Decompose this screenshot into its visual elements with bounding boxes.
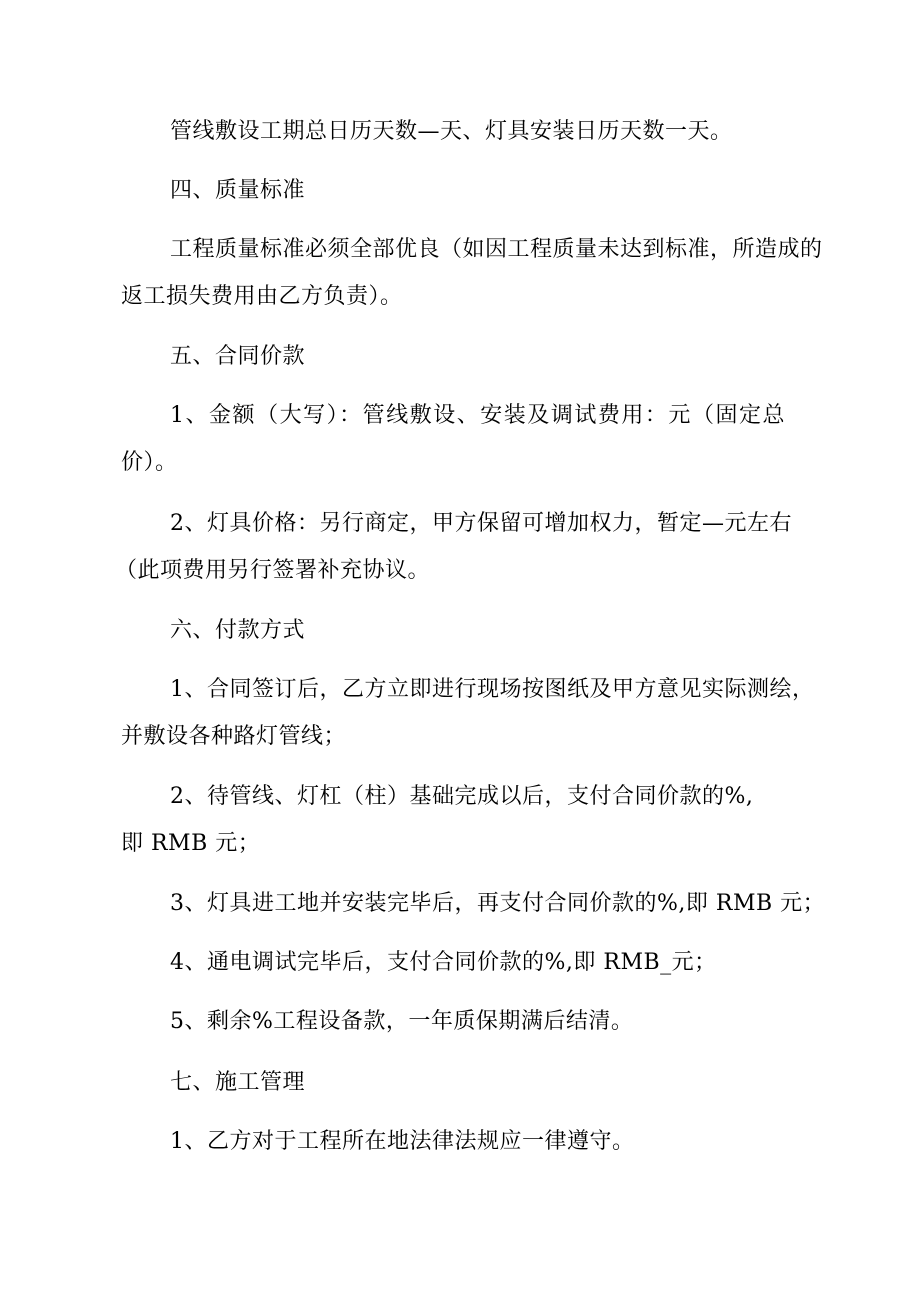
- schedule-text-line-1: 管线敷设工期总日历天数—天、灯具安装日历天数一天。: [170, 119, 733, 144]
- section-heading-construction-management: 七、施工管理: [170, 1070, 306, 1095]
- section-heading-quality: 四、质量标准: [170, 178, 306, 203]
- quality-text-line-2: 返工损失费用由乙方负责）。: [121, 284, 403, 309]
- management-item-1: 1、乙方对于工程所在地法律法规应一律遵守。: [170, 1129, 635, 1154]
- quality-text-line-1: 工程质量标准必须全部优良（如因工程质量未达到标准，所造成的: [170, 237, 823, 262]
- section-heading-payment: 六、付款方式: [170, 618, 306, 643]
- payment-item-2-line-1: 2、待管线、灯杠（柱）基础完成以后，支付合同价款的%,: [170, 784, 754, 809]
- price-item-1-line-1: 1、金额（大写）：管线敷设、安装及调试费用：元（固定总: [170, 403, 785, 428]
- price-item-1-line-2: 价）。: [121, 450, 178, 475]
- payment-item-4: 4、通电调试完毕后，支付合同价款的%,即 RMB_元；: [170, 950, 717, 975]
- payment-item-1-line-1: 1、合同签订后，乙方立即进行现场按图纸及甲方意见实际测绘，: [170, 677, 815, 702]
- section-heading-contract-price: 五、合同价款: [170, 344, 306, 369]
- price-item-2-line-1: 2、灯具价格：另行商定，甲方保留可增加权力，暂定—元左右: [170, 511, 792, 536]
- price-item-2-line-2: （此项费用另行签署补充协议。: [115, 558, 431, 583]
- payment-item-5: 5、剩余%工程设备款，一年质保期满后结清。: [170, 1009, 634, 1034]
- payment-item-2-line-2: 即 RMB 元；: [121, 831, 261, 856]
- payment-item-1-line-2: 并敷设各种路灯管线；: [121, 724, 347, 749]
- payment-item-3: 3、灯具进工地并安装完毕后，再支付合同价款的%,即 RMB 元；: [170, 891, 826, 916]
